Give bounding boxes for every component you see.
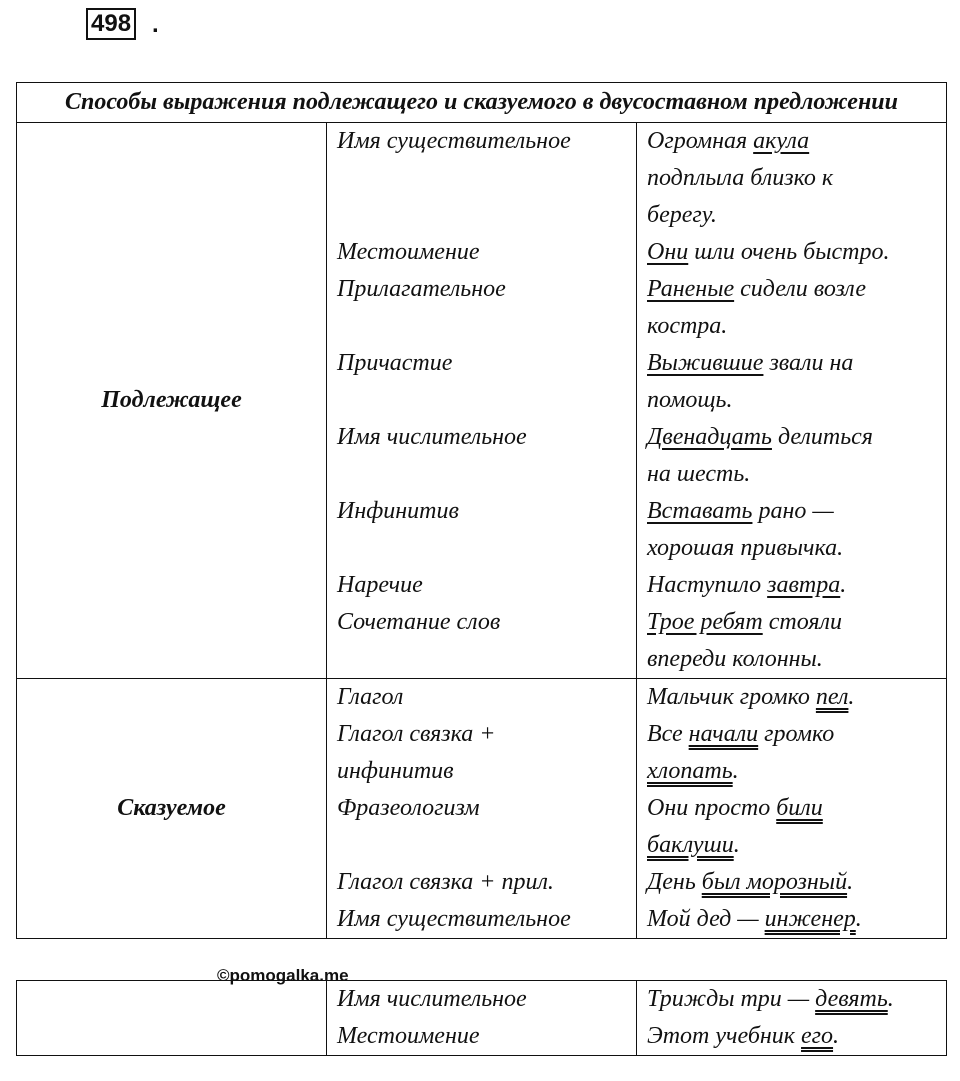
- subject-word: Раненые: [647, 276, 735, 302]
- form-line: Имя числительное: [337, 424, 527, 450]
- watermark: ©pomogalka.me: [217, 966, 349, 985]
- form-line: Глагол связка + прил.: [337, 869, 554, 895]
- predicate-word: хлопать: [647, 758, 733, 784]
- subject-word: Трое ребят: [647, 609, 763, 635]
- predicate-word: начали: [688, 721, 759, 747]
- continuation-table: [16, 980, 947, 1056]
- predicate-word: пел: [815, 684, 849, 710]
- example-line: [647, 234, 946, 271]
- example-text: Огромная: [647, 128, 754, 154]
- subject-label: Подлежащее: [17, 123, 327, 679]
- form-line: [337, 456, 636, 493]
- exercise-number: 498: [86, 8, 136, 40]
- example-text: День: [647, 869, 702, 895]
- example-text: .: [847, 869, 854, 895]
- subject-word: Они: [647, 239, 689, 265]
- subject-word: Двенадцать: [647, 424, 772, 450]
- example-line: [647, 567, 946, 604]
- example-text: берегу.: [647, 202, 717, 228]
- example-text: Трижды три —: [647, 986, 816, 1012]
- example-line: [647, 530, 946, 567]
- example-text: Этот учебник: [647, 1023, 802, 1049]
- form-line: Местоимение: [337, 1023, 480, 1049]
- example-line: [647, 271, 946, 308]
- example-text: подплыла близко к: [647, 165, 834, 191]
- example-line: [647, 382, 946, 419]
- form-line: Местоимение: [337, 239, 480, 265]
- exercise-number-dot: .: [152, 11, 159, 38]
- example-line: [647, 790, 946, 827]
- table-title: Способы выражения подлежащего и сказуемого в двусоставном предложении: [17, 83, 947, 123]
- subject-forms-cell: [327, 123, 637, 679]
- form-line: Имя числительное: [337, 986, 527, 1012]
- form-line: Глагол связка +: [337, 721, 496, 747]
- example-text: .: [855, 906, 862, 932]
- example-text: на шесть.: [647, 461, 751, 487]
- example-text: .: [733, 832, 740, 858]
- example-line: [647, 493, 946, 530]
- predicate-word: был морозный: [701, 869, 848, 895]
- example-text: делиться: [771, 424, 873, 450]
- example-text: помощь.: [647, 387, 733, 413]
- example-text: шли очень быстро.: [688, 239, 890, 265]
- predicate-examples-cell: [637, 679, 947, 939]
- form-line: Имя существительное: [337, 128, 571, 154]
- example-text: Наступило: [647, 572, 768, 598]
- subject-word: завтра: [767, 572, 841, 598]
- form-line: Фразеологизм: [337, 795, 480, 821]
- example-line: [647, 753, 946, 790]
- continuation-examples-cell: [637, 981, 947, 1056]
- form-line: [337, 197, 636, 234]
- example-text: .: [833, 1023, 840, 1049]
- example-text: громко: [758, 721, 835, 747]
- example-line: [647, 604, 946, 641]
- example-text: хорошая привычка.: [647, 535, 844, 561]
- predicate-word: девять: [815, 986, 888, 1012]
- form-line: Сочетание слов: [337, 609, 501, 635]
- example-line: [647, 827, 946, 864]
- form-line: Глагол: [337, 684, 404, 710]
- example-text: впереди колонны.: [647, 646, 823, 672]
- form-line: Инфинитив: [337, 498, 459, 524]
- example-line: [647, 160, 946, 197]
- example-line: [647, 197, 946, 234]
- form-line: [337, 160, 636, 197]
- predicate-word: били: [776, 795, 823, 821]
- subject-examples-cell: [637, 123, 947, 679]
- predicate-row: [17, 679, 947, 939]
- example-text: .: [848, 684, 855, 710]
- example-line: [647, 864, 946, 901]
- example-text: Все: [647, 721, 689, 747]
- predicate-word: его: [801, 1023, 834, 1049]
- form-line: Наречие: [337, 572, 423, 598]
- example-text: сидели возле: [734, 276, 866, 302]
- example-line: [647, 679, 946, 716]
- continuation-label-cell: [17, 981, 327, 1056]
- example-line: [647, 901, 946, 938]
- example-line: [647, 716, 946, 753]
- example-text: Они просто: [647, 795, 777, 821]
- example-line: [647, 456, 946, 493]
- form-line: Причастие: [337, 350, 453, 376]
- continuation-row: [17, 981, 947, 1056]
- example-text: Мальчик громко: [647, 684, 816, 710]
- predicate-label: Сказуемое: [17, 679, 327, 939]
- example-line: [647, 345, 946, 382]
- form-line: [337, 641, 636, 678]
- example-text: Мой дед —: [647, 906, 765, 932]
- subject-word: Вставать: [647, 498, 753, 524]
- example-text: .: [840, 572, 847, 598]
- form-line: Имя существительное: [337, 906, 571, 932]
- subject-word: акула: [753, 128, 810, 154]
- example-line: [647, 419, 946, 456]
- form-line: инфинитив: [337, 758, 454, 784]
- example-line: [647, 1018, 946, 1055]
- example-line: [647, 981, 946, 1018]
- example-line: [647, 308, 946, 345]
- predicate-forms-cell: [327, 679, 637, 939]
- example-text: рано —: [752, 498, 834, 524]
- example-text: стояли: [762, 609, 842, 635]
- main-table: [16, 82, 947, 939]
- form-line: [337, 530, 636, 567]
- form-line: [337, 308, 636, 345]
- subject-row: [17, 123, 947, 679]
- example-text: костра.: [647, 313, 728, 339]
- example-text: звали на: [763, 350, 854, 376]
- form-line: [337, 827, 636, 864]
- continuation-forms-cell: [327, 981, 637, 1056]
- predicate-word: инженер: [764, 906, 856, 932]
- example-line: [647, 123, 946, 160]
- example-text: .: [732, 758, 739, 784]
- form-line: [337, 382, 636, 419]
- example-line: [647, 641, 946, 678]
- form-line: Прилагательное: [337, 276, 506, 302]
- example-text: .: [887, 986, 894, 1012]
- predicate-word: баклуши: [647, 832, 734, 858]
- subject-word: Выжившие: [647, 350, 764, 376]
